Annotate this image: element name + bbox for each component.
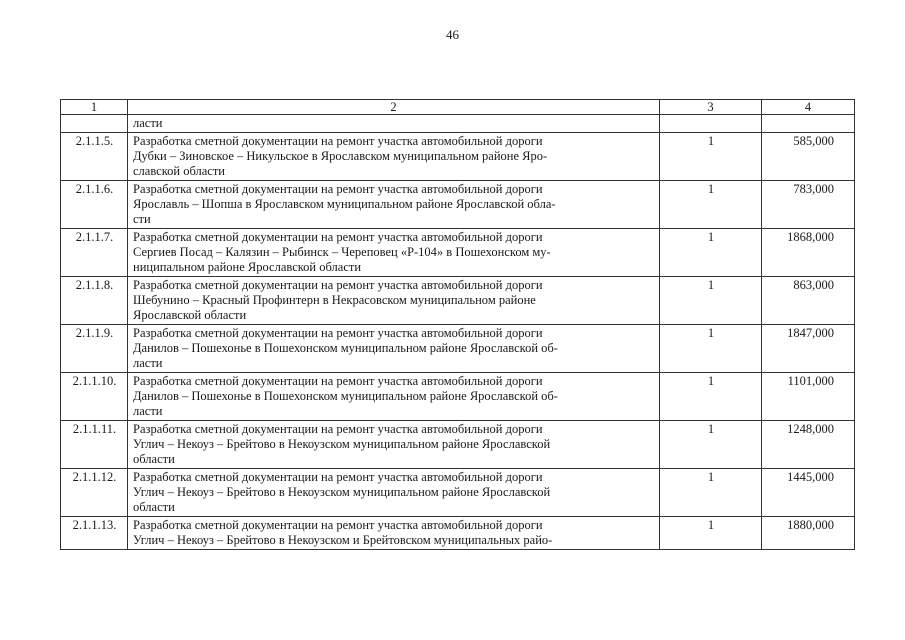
table-header-row bbox=[61, 100, 855, 115]
description-line: Разработка сметной документации на ремонт участка автомобильной дороги bbox=[133, 518, 543, 532]
item-number: 2.1.1.5. bbox=[61, 133, 128, 181]
description-line: Разработка сметной документации на ремонт участка автомобильной дороги bbox=[133, 182, 543, 196]
description-line: Ярославль – Шопша в Ярославском муниципальном районе Ярославской обла- bbox=[133, 197, 556, 211]
item-quantity: 1 bbox=[660, 469, 762, 517]
item-amount: 1248,000 bbox=[762, 421, 855, 469]
item-amount: 783,000 bbox=[762, 181, 855, 229]
description-line: Данилов – Пошехонье в Пошехонском муниципальном районе Ярославской об- bbox=[133, 341, 558, 355]
description-line: Разработка сметной документации на ремонт участка автомобильной дороги bbox=[133, 326, 543, 340]
item-quantity: 1 bbox=[660, 517, 762, 550]
table-row bbox=[61, 517, 855, 550]
item-quantity bbox=[660, 115, 762, 133]
description-line: ниципальном районе Ярославской области bbox=[133, 260, 362, 274]
description-line: Разработка сметной документации на ремонт участка автомобильной дороги bbox=[133, 374, 543, 388]
description-line: Дубки – Зиновское – Никульское в Ярославском муниципальном районе Яро- bbox=[133, 149, 548, 163]
item-description bbox=[128, 181, 660, 229]
item-amount: 1445,000 bbox=[762, 469, 855, 517]
item-description bbox=[128, 115, 660, 133]
item-description bbox=[128, 277, 660, 325]
item-quantity: 1 bbox=[660, 229, 762, 277]
item-number: 2.1.1.9. bbox=[61, 325, 128, 373]
description-line: Разработка сметной документации на ремонт участка автомобильной дороги bbox=[133, 278, 543, 292]
table-row bbox=[61, 469, 855, 517]
budget-table bbox=[60, 99, 855, 550]
item-description bbox=[128, 373, 660, 421]
item-number: 2.1.1.7. bbox=[61, 229, 128, 277]
column-header: 4 bbox=[762, 100, 855, 115]
item-description bbox=[128, 325, 660, 373]
description-line: ласти bbox=[133, 404, 163, 418]
item-description bbox=[128, 469, 660, 517]
table-row bbox=[61, 181, 855, 229]
item-quantity: 1 bbox=[660, 421, 762, 469]
item-quantity: 1 bbox=[660, 181, 762, 229]
column-header: 1 bbox=[61, 100, 128, 115]
description-line: Углич – Некоуз – Брейтово в Некоузском и Брейтовском муниципальных райо- bbox=[133, 533, 553, 547]
description-line: области bbox=[133, 500, 175, 514]
item-quantity: 1 bbox=[660, 325, 762, 373]
item-number: 2.1.1.11. bbox=[61, 421, 128, 469]
table-row bbox=[61, 133, 855, 181]
description-line: ласти bbox=[133, 116, 163, 130]
item-quantity: 1 bbox=[660, 373, 762, 421]
table-row bbox=[61, 115, 855, 133]
description-line: славской области bbox=[133, 164, 225, 178]
page-number: 46 bbox=[446, 27, 459, 42]
item-description bbox=[128, 133, 660, 181]
description-line: ласти bbox=[133, 356, 163, 370]
description-line: Углич – Некоуз – Брейтово в Некоузском муниципальном районе Ярославской bbox=[133, 437, 551, 451]
description-line: Шебунино – Красный Профинтерн в Некрасовском муниципальном районе bbox=[133, 293, 536, 307]
description-line: Данилов – Пошехонье в Пошехонском муниципальном районе Ярославской об- bbox=[133, 389, 558, 403]
description-line: Разработка сметной документации на ремонт участка автомобильной дороги bbox=[133, 230, 543, 244]
item-number: 2.1.1.8. bbox=[61, 277, 128, 325]
column-header: 2 bbox=[128, 100, 660, 115]
item-amount: 1880,000 bbox=[762, 517, 855, 550]
description-line: Разработка сметной документации на ремонт участка автомобильной дороги bbox=[133, 422, 543, 436]
item-amount: 1847,000 bbox=[762, 325, 855, 373]
description-line: Углич – Некоуз – Брейтово в Некоузском муниципальном районе Ярославской bbox=[133, 485, 551, 499]
item-amount: 863,000 bbox=[762, 277, 855, 325]
item-number: 2.1.1.10. bbox=[61, 373, 128, 421]
table-row bbox=[61, 325, 855, 373]
table-row bbox=[61, 277, 855, 325]
item-amount: 1101,000 bbox=[762, 373, 855, 421]
description-line: Разработка сметной документации на ремонт участка автомобильной дороги bbox=[133, 470, 543, 484]
item-amount bbox=[762, 115, 855, 133]
table-row bbox=[61, 373, 855, 421]
item-description bbox=[128, 229, 660, 277]
description-line: Сергиев Посад – Калязин – Рыбинск – Череповец «Р-104» в Пошехонском му- bbox=[133, 245, 551, 259]
item-number bbox=[61, 115, 128, 133]
description-line: Разработка сметной документации на ремонт участка автомобильной дороги bbox=[133, 134, 543, 148]
item-description bbox=[128, 421, 660, 469]
item-number: 2.1.1.6. bbox=[61, 181, 128, 229]
item-amount: 1868,000 bbox=[762, 229, 855, 277]
column-header: 3 bbox=[660, 100, 762, 115]
table-row bbox=[61, 421, 855, 469]
description-line: Ярославской области bbox=[133, 308, 247, 322]
description-line: области bbox=[133, 452, 175, 466]
item-quantity: 1 bbox=[660, 277, 762, 325]
item-number: 2.1.1.12. bbox=[61, 469, 128, 517]
item-number: 2.1.1.13. bbox=[61, 517, 128, 550]
item-description bbox=[128, 517, 660, 550]
item-quantity: 1 bbox=[660, 133, 762, 181]
item-amount: 585,000 bbox=[762, 133, 855, 181]
table-row bbox=[61, 229, 855, 277]
description-line: сти bbox=[133, 212, 151, 226]
